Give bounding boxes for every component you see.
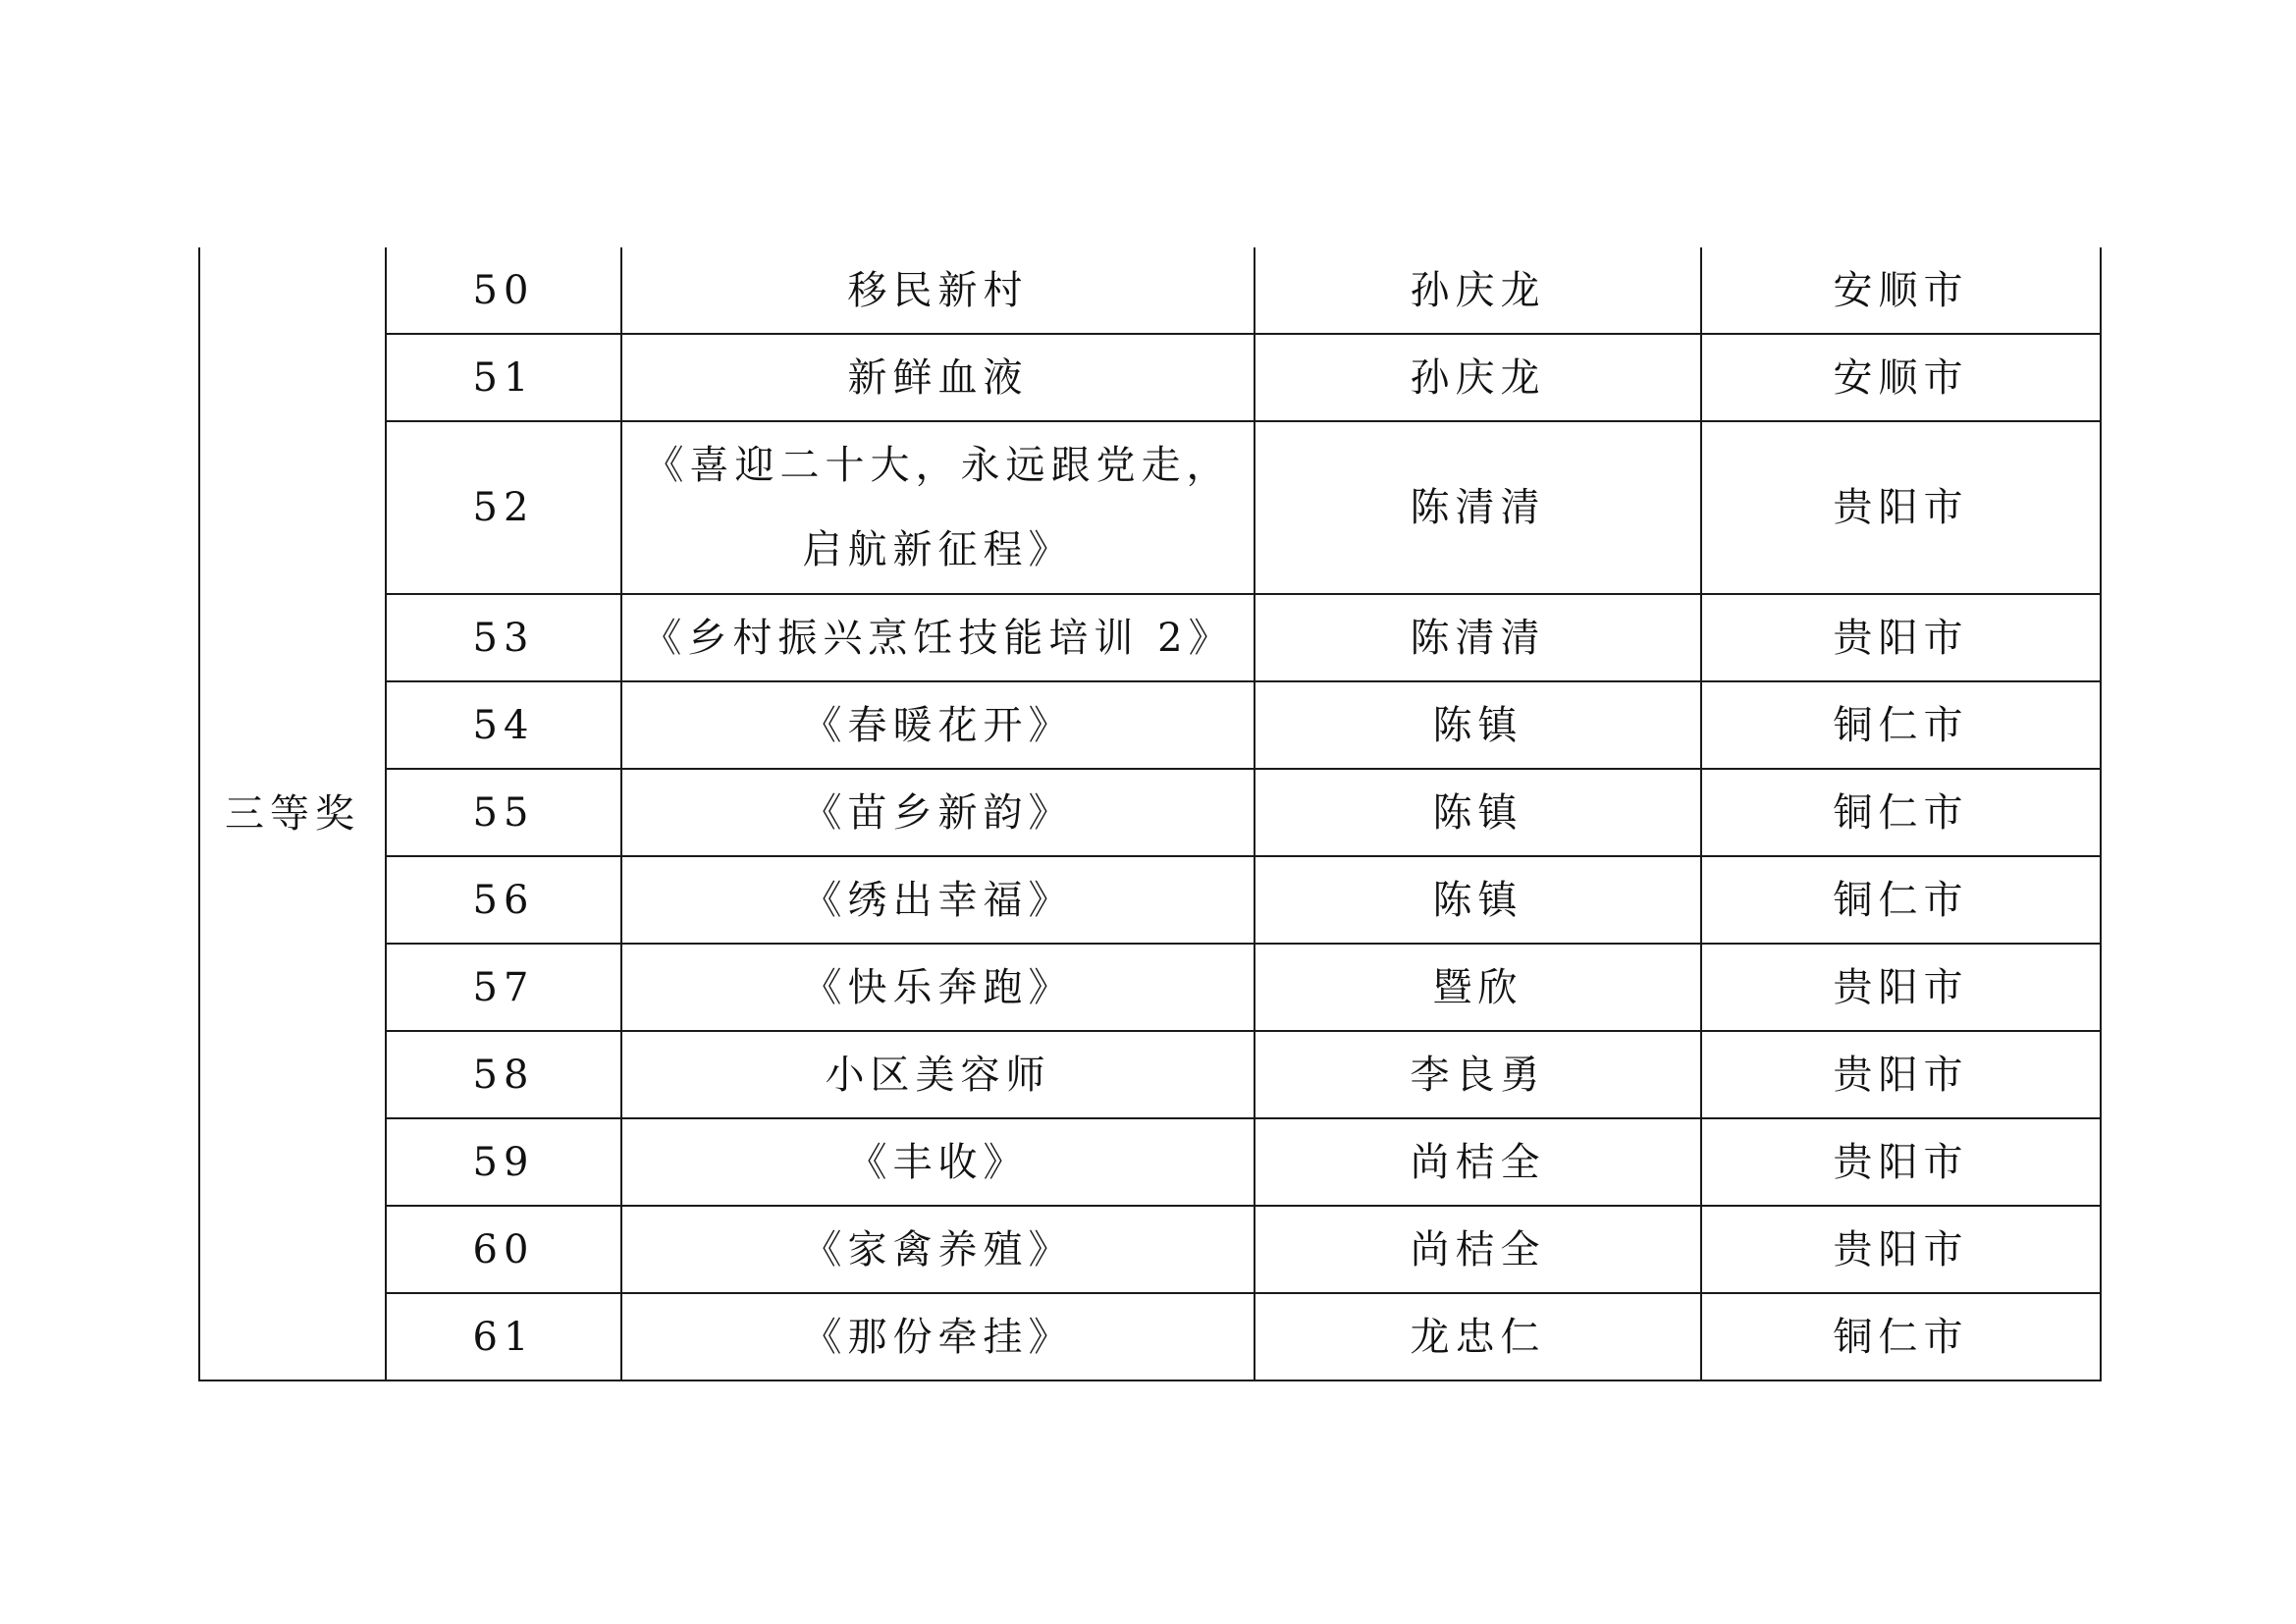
entry-title	[621, 1206, 1255, 1293]
entry-title	[621, 1118, 1255, 1206]
entry-title-line: 《春暖花开》	[802, 702, 1074, 748]
entry-author: 孙庆龙	[1255, 334, 1701, 421]
entry-title	[621, 334, 1255, 421]
entry-title-line: 新鲜血液	[847, 354, 1029, 401]
entry-title	[621, 1293, 1255, 1380]
entry-number: 53	[386, 594, 621, 681]
entry-number: 58	[386, 1031, 621, 1118]
entry-title	[621, 944, 1255, 1031]
entry-number: 54	[386, 681, 621, 769]
entry-city: 铜仁市	[1701, 1293, 2101, 1380]
entry-author: 尚桔全	[1255, 1118, 1701, 1206]
table-row	[199, 334, 2101, 421]
table-row	[199, 421, 2101, 594]
table-row	[199, 1293, 2101, 1380]
entry-number: 52	[386, 421, 621, 594]
entry-title-line: 小区美容师	[825, 1052, 1051, 1098]
entry-city: 贵阳市	[1701, 421, 2101, 594]
entry-city: 安顺市	[1701, 247, 2101, 334]
table-row	[199, 1206, 2101, 1293]
entry-number: 51	[386, 334, 621, 421]
entry-title	[621, 856, 1255, 944]
entry-title-line: 《喜迎二十大，永远跟党走，	[644, 443, 1232, 488]
table-row	[199, 1031, 2101, 1118]
entry-author: 龙忠仁	[1255, 1293, 1701, 1380]
entry-title-line: 《丰收》	[847, 1139, 1029, 1185]
table-row	[199, 594, 2101, 681]
entry-author: 尚桔全	[1255, 1206, 1701, 1293]
entry-title-line: 移民新村	[847, 267, 1029, 313]
entry-number: 57	[386, 944, 621, 1031]
entry-title-line: 启航新征程》	[802, 527, 1074, 572]
entry-number: 59	[386, 1118, 621, 1206]
entry-author: 孙庆龙	[1255, 247, 1701, 334]
entry-number: 55	[386, 769, 621, 856]
entry-city: 铜仁市	[1701, 856, 2101, 944]
table-row	[199, 769, 2101, 856]
entry-title	[621, 247, 1255, 334]
entry-city: 贵阳市	[1701, 944, 2101, 1031]
entry-city: 铜仁市	[1701, 681, 2101, 769]
table-row	[199, 856, 2101, 944]
entry-author: 陈清清	[1255, 594, 1701, 681]
table-row	[199, 1118, 2101, 1206]
entry-title-line: 《快乐奔跑》	[802, 964, 1074, 1010]
table-row	[199, 247, 2101, 334]
entry-author: 暨欣	[1255, 944, 1701, 1031]
entry-title	[621, 1031, 1255, 1118]
entry-city: 安顺市	[1701, 334, 2101, 421]
entry-number: 50	[386, 247, 621, 334]
entry-author: 陈镇	[1255, 856, 1701, 944]
entry-number: 56	[386, 856, 621, 944]
entry-number: 61	[386, 1293, 621, 1380]
entry-city: 贵阳市	[1701, 1206, 2101, 1293]
entry-title	[621, 769, 1255, 856]
award-table-body	[199, 247, 2101, 1380]
entry-title-line: 《苗乡新韵》	[802, 789, 1074, 836]
award-table	[198, 247, 2102, 1381]
entry-title-line: 《绣出幸福》	[802, 877, 1074, 923]
entry-title-line: 《家禽养殖》	[802, 1226, 1074, 1272]
entry-title	[621, 681, 1255, 769]
table-row	[199, 944, 2101, 1031]
entry-title-line: 《乡村振兴烹饪技能培训 2》	[642, 615, 1234, 661]
entry-city: 铜仁市	[1701, 769, 2101, 856]
entry-title-line: 《那份牵挂》	[802, 1314, 1074, 1360]
entry-title	[621, 421, 1255, 594]
entry-author: 陈镇	[1255, 769, 1701, 856]
entry-author: 李良勇	[1255, 1031, 1701, 1118]
entry-author: 陈镇	[1255, 681, 1701, 769]
table-row	[199, 681, 2101, 769]
award-level-cell: 三等奖	[199, 247, 386, 1380]
entry-title	[621, 594, 1255, 681]
entry-city: 贵阳市	[1701, 594, 2101, 681]
entry-city: 贵阳市	[1701, 1031, 2101, 1118]
entry-city: 贵阳市	[1701, 1118, 2101, 1206]
entry-number: 60	[386, 1206, 621, 1293]
entry-author: 陈清清	[1255, 421, 1701, 594]
